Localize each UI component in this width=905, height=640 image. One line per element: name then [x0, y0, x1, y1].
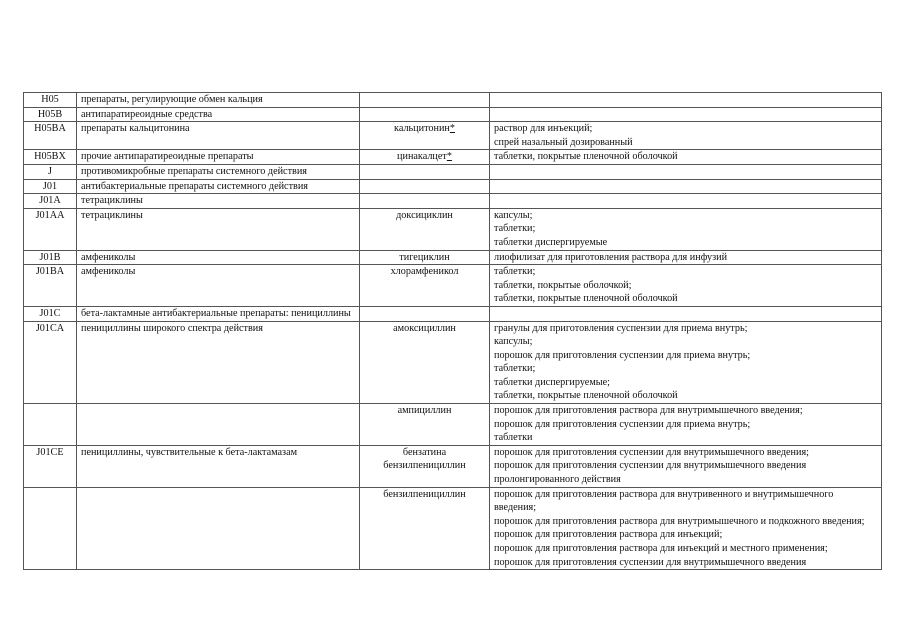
drug-name-cell	[360, 250, 490, 265]
dosage-form-line: таблетки, покрытые оболочкой;	[494, 279, 632, 291]
atc-code: J01B	[39, 251, 61, 263]
atc-code: J01	[42, 180, 58, 192]
group-name: прочие антипаратиреоидные препараты	[81, 151, 254, 163]
drug-name-cell	[360, 306, 490, 321]
atc-code-cell	[24, 194, 77, 209]
atc-code-cell	[24, 150, 77, 165]
group-name: препараты кальцитонина	[81, 123, 190, 135]
group-name: амфениколы	[81, 251, 136, 263]
atc-code-cell	[24, 250, 77, 265]
dosage-form-cell	[490, 265, 882, 307]
atc-code-cell	[24, 122, 77, 150]
atc-code-cell	[24, 93, 77, 108]
dosage-form-line: таблетки, покрытые пленочной оболочкой	[494, 390, 678, 402]
drug-name-cell	[360, 164, 490, 179]
drug-name-cell	[360, 93, 490, 108]
table-row	[24, 179, 882, 194]
dosage-form-line: таблетки;	[494, 266, 536, 278]
dosage-form-line: порошок для приготовления суспензии для приема внутрь;	[494, 349, 751, 361]
atc-code-cell	[24, 306, 77, 321]
drug-list-table	[23, 92, 882, 570]
atc-code-cell	[24, 164, 77, 179]
table-row	[24, 107, 882, 122]
dosage-form-cell	[490, 150, 882, 165]
atc-code-cell	[24, 487, 77, 570]
drug-name: кальцитонин*	[394, 123, 455, 135]
atc-code: J01CA	[35, 322, 65, 334]
dosage-form-line: таблетки;	[494, 223, 536, 235]
atc-code: H05BX	[34, 151, 66, 163]
dosage-form-cell	[490, 445, 882, 487]
table-row	[24, 487, 882, 570]
footnote-marker: *	[449, 123, 455, 135]
dosage-form-line: порошок для приготовления суспензии для приема внутрь;	[494, 418, 751, 430]
drug-name-cell	[360, 487, 490, 570]
group-name: амфениколы	[81, 266, 136, 278]
group-name: антибактериальные препараты системного действия	[81, 180, 308, 192]
dosage-form-cell	[490, 250, 882, 265]
dosage-form-line: порошок для приготовления раствора для внутривенного и внутримышечного введения;	[494, 488, 834, 514]
atc-code-cell	[24, 265, 77, 307]
group-name: тетрациклины	[81, 209, 143, 221]
dosage-form-line: таблетки;	[494, 363, 536, 375]
group-name: препараты, регулирующие обмен кальция	[81, 94, 263, 105]
dosage-form-line: лиофилизат для приготовления раствора для инфузий	[494, 251, 728, 263]
footnote-marker: *	[446, 151, 452, 163]
drug-name-cell	[360, 122, 490, 150]
table-row	[24, 445, 882, 487]
drug-name: амоксициллин	[393, 322, 456, 334]
dosage-form-cell	[490, 321, 882, 404]
group-name-cell	[77, 122, 360, 150]
group-name-cell	[77, 164, 360, 179]
dosage-form-line: порошок для приготовления раствора для внутримышечного введения;	[494, 405, 803, 417]
dosage-form-line: таблетки диспергируемые;	[494, 376, 610, 388]
atc-code: J	[48, 165, 52, 177]
drug-name-cell	[360, 445, 490, 487]
group-name-cell	[77, 445, 360, 487]
atc-code: J01BA	[35, 266, 65, 278]
table-row	[24, 208, 882, 250]
group-name-cell	[77, 265, 360, 307]
atc-code-cell	[24, 208, 77, 250]
group-name-cell	[77, 250, 360, 265]
drug-name-cell	[360, 265, 490, 307]
group-name-cell	[77, 306, 360, 321]
dosage-form-cell	[490, 194, 882, 209]
atc-code: H05	[41, 94, 59, 105]
dosage-form-cell	[490, 93, 882, 108]
group-name: тетрациклины	[81, 195, 143, 207]
drug-name-cell	[360, 107, 490, 122]
dosage-form-line: порошок для приготовления раствора для внутримышечного и подкожного введения;	[494, 515, 865, 527]
table-row	[24, 93, 882, 108]
group-name-cell	[77, 208, 360, 250]
dosage-form-cell	[490, 122, 882, 150]
drug-name: тигециклин	[399, 251, 450, 263]
dosage-form-line: таблетки диспергируемые	[494, 236, 608, 248]
group-name-cell	[77, 321, 360, 404]
table-row	[24, 194, 882, 209]
group-name: противомикробные препараты системного действия	[81, 165, 307, 177]
dosage-form-line: порошок для приготовления суспензии для внутримышечного введения	[494, 556, 807, 568]
atc-code-cell	[24, 445, 77, 487]
atc-code: H05BA	[34, 123, 66, 135]
drug-name: доксициклин	[396, 209, 453, 221]
dosage-form-cell	[490, 107, 882, 122]
group-name-cell	[77, 107, 360, 122]
table-row	[24, 321, 882, 404]
atc-code: J01CE	[36, 446, 64, 458]
dosage-form-line: раствор для инъекций;	[494, 123, 593, 135]
atc-code: J01A	[39, 195, 61, 207]
dosage-form-line: порошок для приготовления раствора для инъекций;	[494, 529, 723, 541]
drug-name-cell	[360, 150, 490, 165]
table-body	[24, 93, 882, 570]
table-row	[24, 306, 882, 321]
table-row	[24, 150, 882, 165]
dosage-form-line: порошок для приготовления суспензии для внутримышечного введения пролонгированного действия	[494, 460, 807, 486]
group-name: пенициллины, чувствительные к бета-лактамазам	[81, 446, 298, 458]
atc-code-cell	[24, 321, 77, 404]
group-name-cell	[77, 194, 360, 209]
drug-name-cell	[360, 179, 490, 194]
dosage-form-cell	[490, 164, 882, 179]
table-row	[24, 265, 882, 307]
drug-name-cell	[360, 208, 490, 250]
dosage-form-line: спрей назальный дозированный	[494, 136, 633, 148]
table-row	[24, 122, 882, 150]
table-row	[24, 250, 882, 265]
dosage-form-line: таблетки, покрытые пленочной оболочкой	[494, 293, 678, 305]
drug-name: бензатина бензилпенициллин	[383, 446, 466, 472]
group-name-cell	[77, 179, 360, 194]
drug-name: цинакалцет*	[397, 151, 452, 163]
atc-code-cell	[24, 179, 77, 194]
dosage-form-cell	[490, 208, 882, 250]
atc-code-cell	[24, 107, 77, 122]
group-name-cell	[77, 93, 360, 108]
dosage-form-line: порошок для приготовления суспензии для внутримышечного введения;	[494, 446, 809, 458]
drug-name: ампициллин	[397, 405, 452, 417]
group-name: антипаратиреоидные средства	[81, 108, 213, 120]
dosage-form-cell	[490, 179, 882, 194]
atc-code: J01C	[39, 307, 61, 319]
group-name-cell	[77, 150, 360, 165]
atc-code: H05B	[37, 108, 63, 120]
group-name: пенициллины широкого спектра действия	[81, 322, 263, 334]
dosage-form-line: таблетки, покрытые пленочной оболочкой	[494, 151, 678, 163]
table-row	[24, 164, 882, 179]
group-name: бета-лактамные антибактериальные препараты: пенициллины	[81, 307, 351, 319]
atc-code-cell	[24, 404, 77, 446]
atc-code: J01AA	[35, 209, 65, 221]
drug-name-cell	[360, 194, 490, 209]
dosage-form-cell	[490, 306, 882, 321]
dosage-form-cell	[490, 404, 882, 446]
group-name-cell	[77, 487, 360, 570]
table-row	[24, 404, 882, 446]
drug-name: хлорамфеникол	[390, 266, 459, 278]
drug-name: бензилпенициллин	[383, 488, 466, 500]
dosage-form-line: капсулы;	[494, 209, 533, 221]
dosage-form-cell	[490, 487, 882, 570]
dosage-form-line: капсулы;	[494, 336, 533, 348]
drug-name-cell	[360, 321, 490, 404]
drug-name-cell	[360, 404, 490, 446]
group-name-cell	[77, 404, 360, 446]
dosage-form-line: гранулы для приготовления суспензии для приема внутрь;	[494, 322, 748, 334]
dosage-form-line: порошок для приготовления раствора для инъекций и местного применения;	[494, 543, 828, 554]
dosage-form-line: таблетки	[494, 432, 533, 444]
